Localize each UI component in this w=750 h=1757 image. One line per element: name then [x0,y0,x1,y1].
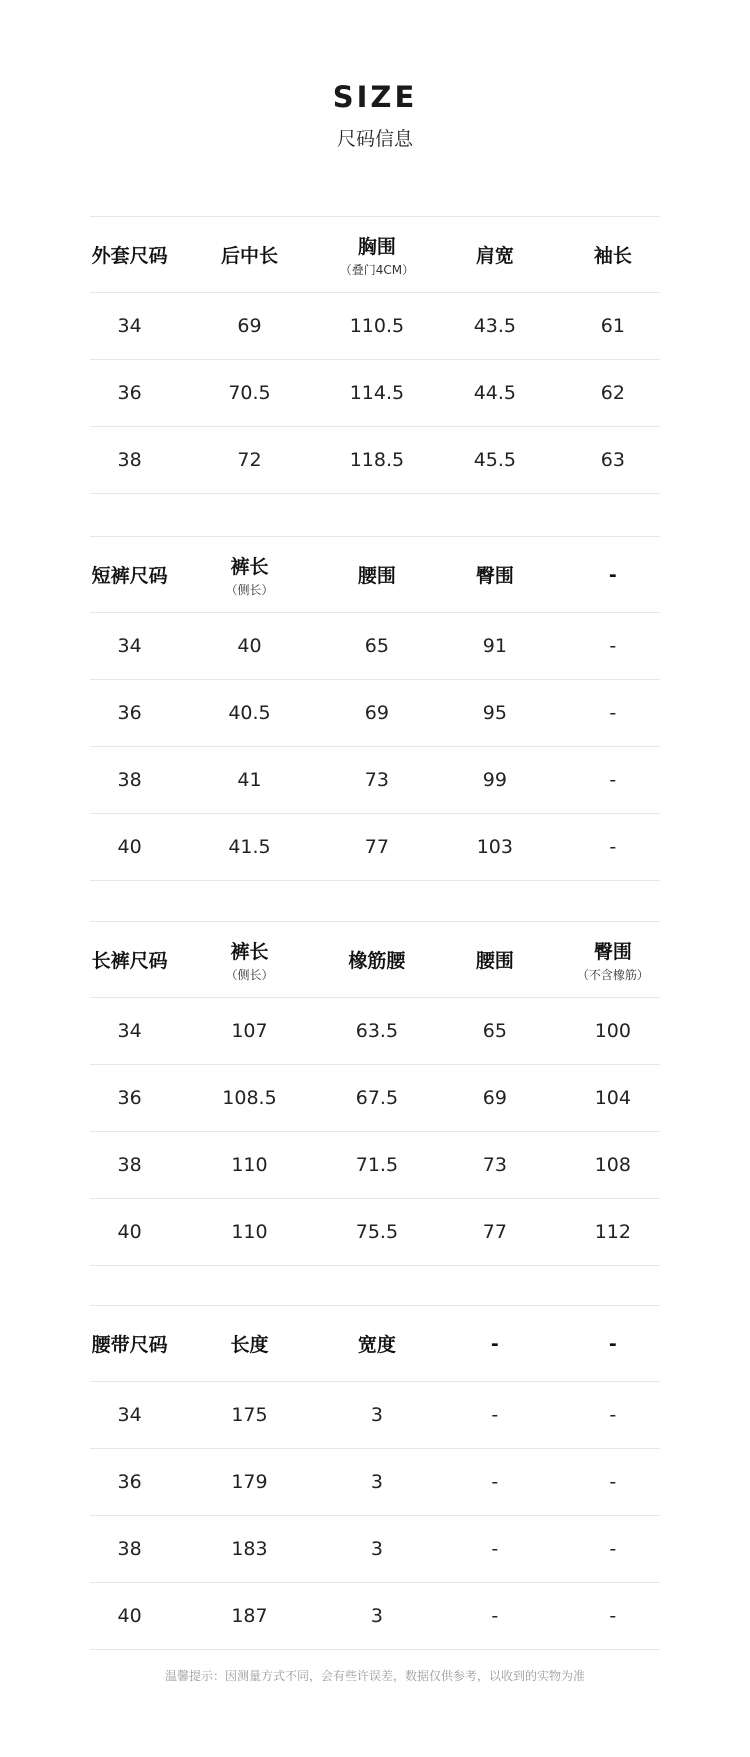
table-cell: 3 [370,1605,383,1627]
table-cell: 44.5 [473,382,517,404]
table-cell: 65 [482,1020,507,1042]
belt-size-table [90,1305,660,1650]
header-label: 臀围 [475,565,514,587]
table-cell: - [491,1404,499,1426]
header-label: - [608,1332,617,1355]
table-cell: 3 [370,1538,383,1560]
header-cell [566,1333,660,1355]
header-label: 胸围 [357,235,396,258]
table-cell: 73 [482,1154,507,1176]
table-cell: 38 [117,449,142,471]
table-cell: 40 [117,1221,142,1243]
header-cell [424,946,566,973]
header-label: 臀围 [593,940,632,963]
table-row [90,293,660,360]
header-cell [566,241,660,268]
table-cell: - [609,836,617,858]
table-cell: 36 [117,1471,142,1493]
header-cell [330,1330,424,1357]
table-cell: 45.5 [473,449,517,471]
table-cell: 75.5 [355,1221,399,1243]
header-note: （叠门4CM） [339,262,415,277]
table-row [90,1449,660,1516]
table-cell: 38 [117,1538,142,1560]
table-cell: 72 [237,449,262,471]
table-header-row [90,922,660,998]
table-cell: - [609,702,617,724]
table-cell: 40 [117,1605,142,1627]
table-row [90,1516,660,1583]
table-cell: 36 [117,702,142,724]
table-row [90,998,660,1065]
header-cell [90,1330,169,1357]
table-cell: 69 [237,315,262,337]
table-cell: 183 [231,1538,268,1560]
table-cell: - [609,1605,617,1627]
table-cell: 77 [364,836,389,858]
table-cell: 40.5 [228,702,271,724]
table-cell: 108.5 [222,1087,277,1109]
table-cell: 100 [594,1020,631,1042]
table-cell: 34 [117,1020,142,1042]
header-cell [169,937,329,983]
table-cell: 179 [231,1471,268,1493]
header-label: 袖长 [593,245,632,267]
header-cell [566,937,660,983]
table-cell: 118.5 [349,449,405,471]
table-header-row [90,537,660,613]
table-row [90,427,660,494]
table-cell: 69 [482,1087,507,1109]
header-label: 后中长 [220,245,278,267]
table-cell: 69 [364,702,389,724]
table-row [90,360,660,427]
table-cell: 107 [231,1020,268,1042]
table-cell: 108 [594,1154,631,1176]
table-cell: 34 [117,315,142,337]
table-cell: 77 [482,1221,507,1243]
table-cell: 112 [594,1221,631,1243]
header-cell [330,946,424,973]
table-cell: - [609,1471,617,1493]
shorts-size-table [90,536,660,881]
table-cell: 65 [364,635,389,657]
header-cell [330,561,424,588]
header-cell [330,232,424,278]
header-cell [424,1333,566,1355]
header-note: （侧长） [225,967,274,982]
table-cell: 3 [370,1471,383,1493]
table-cell: 91 [482,635,507,657]
table-cell: 67.5 [355,1087,399,1109]
table-cell: 62 [600,382,625,404]
table-cell: 99 [482,769,507,791]
table-row [90,814,660,881]
header-cell [90,241,169,268]
table-row [90,1132,660,1199]
header-label: 裤长 [230,940,269,963]
header-label: 腰围 [357,565,396,587]
header-label: 长度 [230,1334,269,1356]
header-cell [169,1330,329,1357]
table-cell: 110 [231,1221,268,1243]
table-row [90,1583,660,1650]
header-cell [90,561,169,588]
table-cell: 63 [600,449,625,471]
page-title: SIZE [332,80,418,114]
table-cell: 34 [117,635,142,657]
table-cell: 103 [476,836,513,858]
header-cell [169,552,329,598]
table-cell: - [491,1538,499,1560]
header-cell [566,564,660,586]
table-cell: 104 [594,1087,631,1109]
header-label: - [608,563,617,586]
header-cell [424,241,566,268]
table-row [90,1065,660,1132]
header-cell [90,946,169,973]
header-label: 外套尺码 [91,245,168,267]
header-note: （不含橡筋） [576,967,649,982]
table-cell: - [609,1404,617,1426]
table-cell: 36 [117,382,142,404]
table-cell: 41.5 [228,836,271,858]
table-cell: 70.5 [228,382,271,404]
header-note: （侧长） [225,582,274,597]
table-cell: 38 [117,769,142,791]
table-cell: 36 [117,1087,142,1109]
table-cell: - [491,1471,499,1493]
table-header-row [90,217,660,293]
table-cell: 38 [117,1154,142,1176]
table-cell: 3 [370,1404,383,1426]
table-row [90,680,660,747]
table-cell: 110.5 [349,315,405,337]
header-label: 裤长 [230,555,269,578]
header-cell [169,241,329,268]
table-cell: 43.5 [473,315,517,337]
table-cell: - [609,769,617,791]
table-header-row [90,1306,660,1382]
header-label: - [490,1332,499,1355]
header-label: 肩宽 [475,245,514,267]
table-cell: - [609,635,617,657]
disclaimer-note: 温馨提示：因测量方式不同，会有些许误差，数据仅供参考，以收到的实物为准 [164,1669,585,1683]
header-label: 腰围 [475,950,514,972]
table-cell: 63.5 [355,1020,399,1042]
page-subtitle: 尺码信息 [336,128,413,150]
table-cell: 41 [237,769,262,791]
table-cell: 61 [600,315,625,337]
header-label: 长裤尺码 [91,950,168,972]
header-cell [424,561,566,588]
table-cell: - [491,1605,499,1627]
table-row [90,1382,660,1449]
pants-size-table [90,921,660,1266]
table-row [90,613,660,680]
table-cell: 110 [231,1154,268,1176]
header-label: 宽度 [357,1334,396,1356]
table-cell: 40 [237,635,262,657]
table-cell: 71.5 [355,1154,399,1176]
table-cell: 73 [364,769,389,791]
table-cell: 187 [231,1605,268,1627]
table-cell: - [609,1538,617,1560]
table-cell: 34 [117,1404,142,1426]
jacket-size-table [90,216,660,494]
header-label: 腰带尺码 [91,1334,168,1356]
header-label: 橡筋腰 [348,950,406,972]
table-cell: 175 [231,1404,268,1426]
table-row [90,747,660,814]
table-cell: 95 [482,702,507,724]
table-row [90,1199,660,1266]
table-cell: 40 [117,836,142,858]
header-label: 短裤尺码 [91,565,168,587]
table-cell: 114.5 [349,382,405,404]
